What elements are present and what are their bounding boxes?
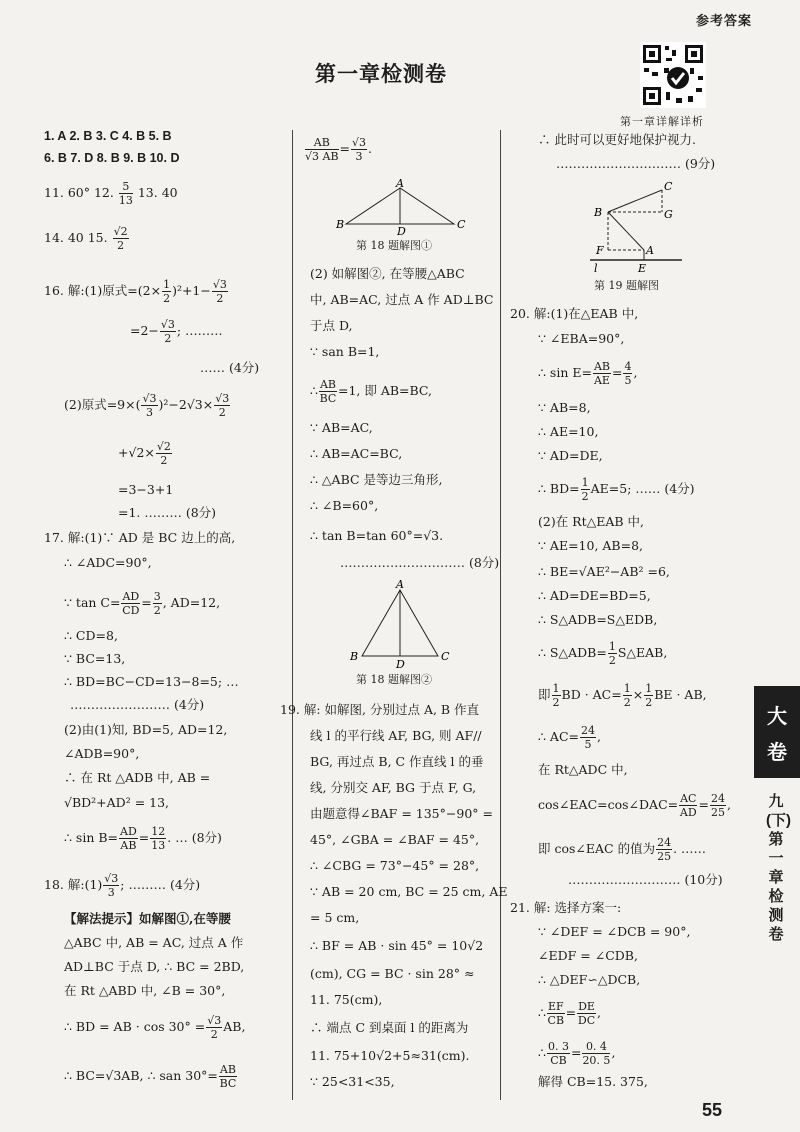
mc-answers-2: 6. B 7. D 8. B 9. B 10. D [44,151,180,165]
q19-line-5: 由题意得∠BAF = 135°−90° = [310,806,493,821]
q16-line-7: =1. ……… (8分) [118,505,217,520]
c2-line-12: ………………………… (8分) [340,555,500,570]
section-tab[interactable] [754,686,800,778]
q17-line-12: ∴ sin B= $\frac{AD}{AB}$ = $\frac{12}{13}$ . … (8分) [64,825,222,852]
q19-line-4: 线, 分别交 AF, BG 于点 F, G, [310,780,477,795]
label-a: A [396,178,404,190]
q19-line-1: 19. 解: 如解图, 分别过点 A, B 作直 [280,702,480,717]
q21-line-6: ∴ $\frac{0. 3}{CB}$ = $\frac{0. 4}{20. 5}$ , [538,1040,616,1067]
q20-line-2: ∵ ∠EBA=90°, [538,331,625,346]
q18-line-1: 18. 解:(1) $\frac{√3}{3}$ ; ……… (4分) [44,872,201,899]
q16-line-3: …… (4分) [200,360,260,375]
q20-line-8: (2)在 Rt△EAB 中, [538,514,645,529]
c2-line-7: ∵ AB=AC, [310,420,373,435]
qr-code-icon[interactable] [640,42,706,108]
q20-line-9: ∵ AE=10, AB=8, [538,538,644,553]
q16-line-1: 16. 解:(1)原式=(2× $\frac{1}{2}$ )²+1− $\frac{√3}{2}$ [44,278,227,305]
top-bar [0,0,800,30]
label-f: F [596,244,604,257]
label-c: C [457,218,466,231]
q20-line-19: ……………………… (10分) [568,872,723,887]
q18-line-2: 【解法提示】如解图①,在等腰 [64,911,231,926]
q19-line-2: 线 l 的平行线 AF, BG, 则 AF// [310,728,482,743]
figure-19-caption: 第 19 题解图 [594,279,659,292]
q20-line-5: ∴ AE=10, [538,424,599,439]
q17-line-1: 17. 解:(1)∵ AD 是 BC 边上的高, [44,530,236,545]
fraction: $\frac{5}{13}$ [118,180,133,207]
figure-18-1-caption: 第 18 题解图① [356,239,432,252]
c2-line-6: ∴ $\frac{AB}{BC}$ =1, 即 AB=BC, [310,378,433,405]
reference-answers-label: 参考答案 [695,13,752,28]
c2-line-8: ∴ AB=AC=BC, [310,446,403,461]
q18-line-6: ∴ BD = AB · cos 30° = $\frac{√3}{2}$ AB, [64,1014,246,1041]
label-g: G [664,208,673,221]
tab-char-2: 卷 [767,742,787,764]
q17-line-10: ∴ 在 Rt △ADB 中, AB = [64,770,211,785]
qr-caption: 第一章详解详析 [620,115,704,128]
q19-line-10: ∴ BF = AB · sin 45° = 10√2 [310,938,484,953]
c2-line-4: 于点 D, [310,318,353,333]
q20-line-15: ∴ AC= $\frac{24}{5}$ , [538,724,601,751]
c2-line-11: ∴ tan B=tan 60°=√3. [310,528,444,543]
label-c: C [664,180,673,193]
c2-line-2: (2) 如解图②, 在等腰△ABC [310,266,465,281]
c2-line-10: ∴ ∠B=60°, [310,498,379,513]
q17-line-6: ∴ BD=BC−CD=13−8=5; … [64,674,239,689]
q18-line-3: △ABC 中, AB = AC, 过点 A 作 [64,935,244,950]
q20-line-16: 在 Rt△ADC 中, [538,762,628,777]
c2-line-9: ∴ △ABC 是等边三角形, [310,472,443,487]
label-d: D [397,225,406,236]
q18-line-5: 在 Rt △ABD 中, ∠B = 30°, [64,983,226,998]
figure-18-1 [336,178,466,236]
label-a: A [646,244,654,257]
q19-line-6: 45°, ∠GBA = ∠BAF = 45°, [310,832,480,847]
figure-19 [586,180,686,274]
side-chapter-label: 九(下)第一章检测卷 [766,793,791,943]
label-d: D [396,658,405,670]
q19-line-12: 11. 75(cm), [310,992,383,1007]
q18-line-4: AD⊥BC 于点 D, ∴ BC = 2BD, [64,959,245,974]
q16-line-2: =2− $\frac{√3}{2}$ ; ……… [130,318,223,345]
q21-line-4: ∴ △DEF∽△DCB, [538,972,641,987]
q19-line-8: ∵ AB = 20 cm, BC = 25 cm, AE [310,884,508,899]
c2-line-3: 中, AB=AC, 过点 A 作 AD⊥BC [310,292,494,307]
label-c: C [441,650,450,663]
q18-line-7: ∴ BC=√3AB, ∴ san 30°= $\frac{AB}{BC}$ [64,1063,237,1090]
q17-line-5: ∵ BC=13, [64,651,126,666]
q20-line-4: ∵ AB=8, [538,400,591,415]
c3-line-1: ∴ 此时可以更好地保护视力. [538,132,696,147]
q21-line-3: ∠EDF = ∠CDB, [538,948,638,963]
q16-line-6: =3−3+1 [118,482,174,497]
mc-answers-1: 1. A 2. B 3. C 4. B 5. B [44,129,172,143]
q19-line-11: (cm), CG = BC · sin 28° ≈ [310,966,475,981]
figure-18-2-caption: 第 18 题解图② [356,673,432,686]
tab-char-1: 大 [767,706,787,728]
q16-line-5: +√2× $\frac{√2}{2}$ [118,440,171,467]
q19-line-7: ∴ ∠CBG = 73°−45° = 28°, [310,858,480,873]
page-title: 第一章检测卷 [315,63,447,86]
q21-line-7: 解得 CB=15. 375, [538,1074,648,1089]
page-number: 55 [701,1100,722,1120]
c3-line-2: ………………………… (9分) [556,156,716,171]
label-a: A [396,578,404,591]
q19-line-13: ∴ 端点 C 到桌面 l 的距离为 [310,1020,469,1035]
q17-line-8: (2)由(1)知, BD=5, AD=12, [64,722,228,737]
q21-line-1: 21. 解: 选择方案一: [510,900,622,915]
q17-line-9: ∠ADB=90°, [64,746,140,761]
label-l: l [594,262,598,274]
q16-line-4: (2)原式=9×( $\frac{√3}{3}$ )²−2√3× $\frac{√3}{2}$ [64,392,230,419]
q20-line-7: ∴ BD= $\frac{1}{2}$ AE=5; …… (4分) [538,476,695,503]
label-b: B [594,206,603,219]
q20-line-18: 即 cos∠EAC 的值为 $\frac{24}{25}$ . …… [538,836,707,863]
q20-line-3: ∴ sin E= $\frac{AB}{AE}$ = $\frac{4}{5}$ , [538,360,638,387]
label-e: E [638,262,647,274]
q17-line-7: …………………… (4分) [70,697,205,712]
q20-line-11: ∴ AD=DE=BD=5, [538,588,651,603]
fraction: $\frac{√2}{2}$ [113,225,128,252]
q20-line-17: cos∠EAC=cos∠DAC= $\frac{AC}{AD}$ = $\frac{24}{25}$ , [538,792,731,819]
q17-line-2: ∴ ∠ADC=90°, [64,555,152,570]
q19-line-3: BG, 再过点 B, C 作直线 l 的垂 [310,754,484,769]
q20-line-14: 即 $\frac{1}{2}$ BD · AC= $\frac{1}{2}$ × $\frac{1}{2}$ BE · AB, [538,682,707,709]
q17-line-11: √BD²+AD² = 13, [64,795,170,810]
q11-12-13: 11. 60° 12. $\frac{5}{13}$ 13. 40 [44,180,178,207]
column-divider-2 [500,130,501,1100]
q20-line-6: ∵ AD=DE, [538,448,603,463]
q14-15: 14. 40 15. $\frac{√2}{2}$ [44,225,128,252]
q20-line-1: 20. 解:(1)在△EAB 中, [510,306,639,321]
q21-line-5: ∴ $\frac{EF}{CB}$ = $\frac{DE}{DC}$ , [538,1000,601,1027]
label-b: B [336,218,345,231]
q17-line-3: ∵ tan C= $\frac{AD}{CD}$ = $\frac{3}{2}$ , AD=12, [64,590,221,617]
q20-line-12: ∴ S△ADB=S△EDB, [538,612,658,627]
column-divider-1 [292,130,293,1100]
label-b: B [350,650,359,663]
q19-line-9: = 5 cm, [310,910,360,925]
q21-line-2: ∵ ∠DEF = ∠DCB = 90°, [538,924,691,939]
q19-line-14: 11. 75+10√2+5≈31(cm). [310,1048,470,1063]
q17-line-4: ∴ CD=8, [64,628,118,643]
figure-18-2 [344,578,454,670]
c2-line-5: ∵ san B=1, [310,344,380,359]
q20-line-13: ∴ S△ADB= $\frac{1}{2}$ S△EAB, [538,640,668,667]
c2-line-1: $\frac{AB}{√3 AB}$ = $\frac{√3}{3}$ . [305,136,373,163]
q20-line-10: ∴ BE=√AE²−AB² =6, [538,564,670,579]
q19-line-15: ∵ 25<31<35, [310,1074,395,1089]
